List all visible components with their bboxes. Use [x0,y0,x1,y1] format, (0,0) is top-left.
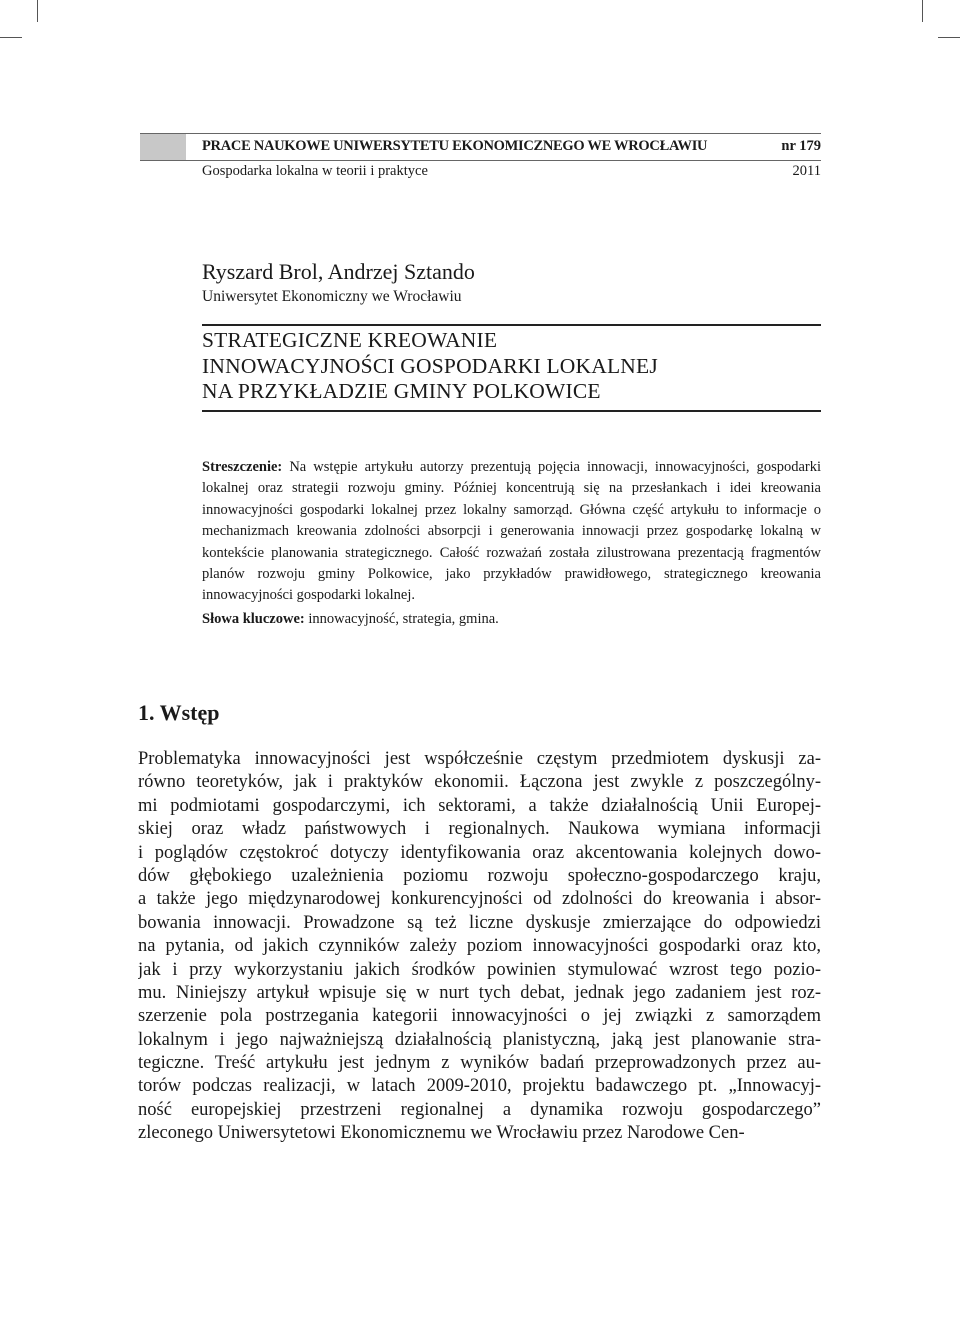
title-rule-bottom [202,410,821,412]
section-heading: 1. Wstęp [138,700,220,725]
body-line: mu. Niniejszy artykuł wpisuje się w nurt tych debat, jednak jego zadaniem jest roz- [138,982,821,1003]
crop-mark [37,0,38,22]
journal-subtitle: Gospodarka lokalna w teorii i praktyce [202,163,428,179]
affiliation: Uniwersytet Ekonomiczny we Wrocławiu [202,288,462,305]
body-line: równo teoretyków, jak i praktyków ekonomii. Łączona jest zwykle z poszczególny- [138,772,821,793]
title-line: NA PRZYKŁADZIE GMINY POLKOWICE [202,379,601,403]
body-line: ność europejskiej przestrzeni regionalnej a dynamika rozwoju gospodarczego” [138,1099,821,1120]
keywords [202,611,821,628]
keywords-text: innowacyjność, strategia, gmina. [308,611,499,627]
body-line: na pytania, od jakich czynników zależy poziom innowacyjności gospodarki oraz kto, [138,936,821,957]
publication-year: 2011 [792,163,821,179]
title-line: STRATEGICZNE KREOWANIE [202,328,498,352]
header-gray-block [140,134,186,160]
abstract-text: Na wstępie artykułu autorzy prezentują pojęcia innowacji, innowacyjności, gospodarki lokalnej oraz strategii rozwoju gminy. Później koncentrują się na przesłankach i idei kreowania innowacyjności gospodarki lokalnej przez lokalny samorząd. Główna część artykułu to informacje o mechanizmach kreowania zdolności absorpcji i generowania innowacji przez gospodarkę lokalną w kontekście planowania strategicznego. Całość rozważań została zilustrowana prezentacją fragmentów planów rozwoju gminy Polkowice, jako przykładów prawidłowego, strategicznego kreowania innowacyjności gospodarki lokalnej. [202,459,821,604]
keywords-label: Słowa kluczowe: [202,611,305,627]
body-line: a także jego międzynarodowej konkurencyjności od zdolności do kreowania i absor- [138,889,821,910]
abstract-label: Streszczenie: [202,459,283,475]
body-line: i poglądów częstokroć dotyczy identyfikowania oraz akcentowania kolejnych dowo- [138,842,821,863]
body-line: torów podczas realizacji, w latach 2009-2010, projektu badawczego pt. „Innowacyj- [138,1076,821,1097]
title-line: INNOWACYJNOŚCI GOSPODARKI LOKALNEJ [202,353,658,378]
article-title [202,328,821,405]
crop-mark [938,37,960,38]
body-line: jak i przy wykorzystaniu jakich środków powinien stymulować wzrost tego pozio- [138,959,821,980]
body-line: tegiczne. Treść artykułu jest jednym z wyników badań przeprowadzonych przez au- [138,1053,821,1074]
title-rule-top [202,324,821,326]
body-line: dów głębokiego uzależnienia poziomu rozwoju społeczno-gospodarczego kraju, [138,865,821,886]
body-line: lokalnym i jego najważniejszą działalnością planistyczną, jaką jest planowanie stra- [138,1029,821,1050]
authors: Ryszard Brol, Andrzej Sztando [202,259,475,284]
body-line: Problematyka innowacyjności jest współcześnie częstym przedmiotem dyskusji za- [138,749,821,769]
section-body [138,748,821,1146]
body-line: skiej oraz władz państwowych i regionalnych. Naukowa wymiana informacji [138,819,821,840]
running-header [140,133,821,161]
crop-mark [922,0,923,22]
crop-mark [0,37,22,38]
journal-subtitle-row [202,163,821,180]
body-line: bowania innowacji. Prowadzone są też liczne dyskusje zmierzające do odpowiedzi [138,912,821,933]
body-line: szerzenie pola postrzegania kategorii innowacyjności o jej związki z samorządem [138,1006,821,1027]
journal-series-title: PRACE NAUKOWE UNIWERSYTETU EKONOMICZNEGO WE WROCŁAWIU [202,138,708,154]
issue-number: nr 179 [781,138,821,154]
abstract [202,457,821,607]
body-line: mi podmiotami gospodarczymi, ich sektorami, a także działalnością Unii Europej- [138,795,821,816]
body-line: zleconego Uniwersytetowi Ekonomicznemu we Wrocławiu przez Narodowe Cen- [138,1123,745,1144]
